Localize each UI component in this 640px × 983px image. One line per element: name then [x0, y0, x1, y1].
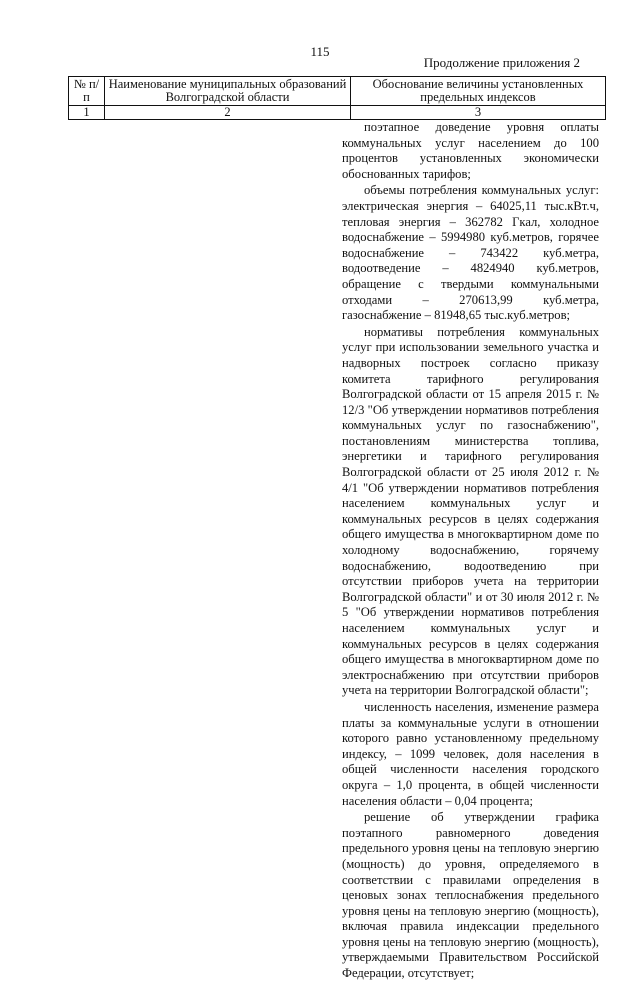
paragraph-consumption-norms: нормативы потребления коммунальных услуг при использовании земельного участка и надворных построек согласно приказу комитета тарифного регулирования Волгоградской области от 15 апреля 2015 г. № 12/3 "Об утверждении нормативов потребления коммунальных услуг по газоснабжению", постановлениям министерства топлива, энергетики и тарифного регулирования Волгоградской области от 25 июля 2012 г. № 4/1 "Об утверждении нормативов потребления населением коммунальных услуг и коммунальных ресурсов в целях содержания общего имущества в многоквартирном доме по холодному водоснабжению, горячему водоснабжению, водоотведению при отсутствии приборов учета на территории Волгоградской области" и от 30 июля 2012 г. № 5 "Об утверждении нормативов потребления населением коммунальных услуг и коммунальных ресурсов в целях содержания общего имущества в многоквартирном доме по электроснабжению при отсутствии приборов учета на территории Волгоградской области"; [342, 324, 599, 698]
table-index-row [69, 106, 606, 120]
header-number: № п/п [69, 77, 105, 106]
page-number: 115 [310, 44, 330, 59]
paragraph-consumption-volumes: объемы потребления коммунальных услуг: электрическая энергия – 64025,11 тыс.кВт.ч, тепловая энергия – 362782 Гкал, холодное водоснабжение – 5994980 куб.метров, горячее водоснабжение – 743422 куб.метра, водоотведение – 4824940 куб.метров, обращение с твердыми коммунальными отходами – 270613,99 куб.метра, газоснабжение – 81948,65 тыс.куб.метров; [342, 183, 599, 323]
justification-text [342, 120, 599, 983]
index-cell-2: 2 [105, 106, 351, 120]
paragraph-heat-price-schedule: решение об утверждении графика поэтапного равномерного доведения предельного уровня цены на тепловую энергию (мощность) до уровня, определяемого в соответствии с правилами определения в ценовых зонах теплоснабжения предельного уровня цены на тепловую энергию (мощность), включая правила индексации предельного уровня цены на тепловую энергию (мощность), утверждаемыми Правительством Российской Федерации, отсутствует; [342, 810, 599, 981]
paragraph-population: численность населения, изменение размера платы за коммунальные услуги в отношении которого равно установленному предельному индексу, – 1099 человек, доля населения в общей численности населения городского округа – 1,0 процента, в общей численности населения области – 0,04 процента; [342, 699, 599, 808]
continuation-label: Продолжение приложения 2 [423, 55, 580, 70]
paragraph-phased-payment: поэтапное доведение уровня оплаты коммунальных услуг населением до 100 процентов установленных экономически обоснованных тарифов; [342, 120, 599, 181]
header-table [68, 76, 606, 120]
index-cell-1: 1 [69, 106, 105, 120]
index-cell-3: 3 [351, 106, 606, 120]
table-header-row [69, 77, 606, 106]
header-justification: Обоснование величины установленных предельных индексов [351, 77, 606, 106]
header-municipality: Наименование муниципальных образований Волгоградской области [105, 77, 351, 106]
